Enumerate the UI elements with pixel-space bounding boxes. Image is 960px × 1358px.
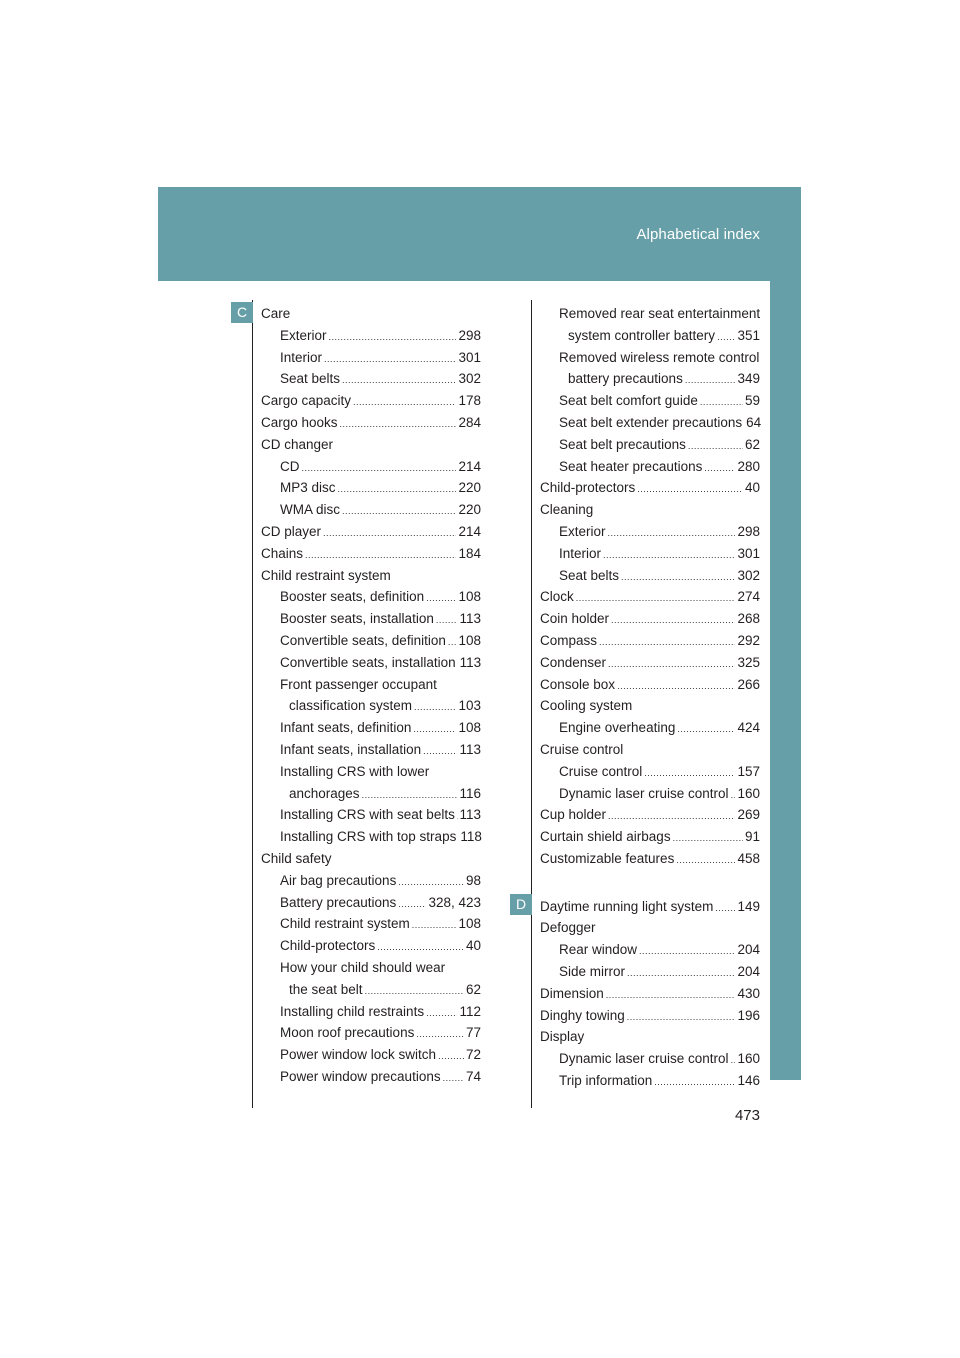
index-entry — [540, 630, 760, 653]
dot-leader — [398, 893, 426, 915]
index-entry-text: Infant seats, installation — [280, 742, 422, 757]
index-entry-page: 214 — [458, 524, 481, 539]
dot-leader — [673, 827, 743, 849]
index-entry — [559, 412, 760, 435]
index-entry — [559, 1048, 760, 1071]
index-entry — [289, 783, 481, 806]
index-entry-text: Rear window — [559, 942, 638, 958]
index-entry-page: 274 — [737, 589, 760, 605]
index-entry-page: 204 — [737, 964, 760, 979]
index-entry-page: 108 — [458, 916, 481, 932]
index-entry-text: Cargo capacity — [261, 393, 352, 409]
section-letter-d: D — [510, 894, 532, 915]
index-entry-page: 458 — [737, 851, 760, 866]
index-entry-page: 91 — [744, 829, 760, 845]
index-entry-page: 351 — [737, 327, 760, 343]
index-entry-page: 113 — [459, 654, 482, 670]
index-entry — [289, 695, 481, 718]
index-entry — [280, 608, 481, 631]
index-entry — [568, 325, 760, 348]
index-entry-page: 196 — [737, 1007, 760, 1023]
index-entry-page: 74 — [465, 1069, 481, 1084]
index-entry-page: 149 — [737, 898, 760, 914]
index-entry — [559, 390, 760, 413]
index-entry-text: Power window precautions — [280, 1069, 441, 1084]
index-entry-page: 301 — [737, 545, 760, 561]
index-entry-page: 328, 423 — [428, 894, 481, 910]
index-entry-text: Convertible seats, installation — [280, 654, 456, 670]
index-entry — [280, 1044, 481, 1067]
index-entry-page: 292 — [737, 633, 760, 648]
dot-leader — [685, 369, 736, 391]
index-entry-text: CD player — [261, 524, 322, 539]
index-entry — [540, 1005, 760, 1028]
index-entry-page: 284 — [458, 415, 481, 430]
index-entry-text: Coin holder — [540, 611, 610, 627]
index-entry-text: Exterior — [559, 524, 606, 539]
index-entry-page: 62 — [744, 436, 760, 452]
index-entry — [280, 1001, 481, 1024]
index-entry-page: 214 — [458, 458, 481, 474]
index-entry — [280, 630, 481, 653]
index-entry-text: Booster seats, definition — [280, 589, 425, 605]
dot-leader — [342, 500, 456, 522]
index-entry-text: Exterior — [280, 327, 327, 343]
index-entry — [540, 848, 760, 871]
dot-leader — [608, 522, 736, 544]
index-entry — [559, 456, 760, 479]
index-entry — [540, 983, 760, 1006]
index-entry-text: Side mirror — [559, 964, 626, 979]
index-entry-text: Dynamic laser cruise control — [559, 1051, 729, 1067]
dot-leader — [688, 435, 743, 457]
index-entry-page: 349 — [737, 371, 760, 387]
index-entry-text: Air bag precautions — [280, 872, 397, 888]
index-label: Child safety — [261, 851, 332, 866]
index-label: Care — [261, 306, 291, 321]
index-entry-page: 64 — [746, 415, 762, 430]
index-entry — [280, 804, 481, 827]
index-entry-text: battery precautions — [568, 371, 683, 387]
index-label: Cleaning — [540, 502, 594, 518]
index-entry-page: 204 — [737, 942, 760, 958]
dot-leader — [414, 696, 456, 718]
dot-leader — [676, 849, 735, 871]
page-header-title: Alphabetical index — [636, 226, 760, 243]
index-entry-text: Engine overheating — [559, 720, 676, 736]
dot-leader — [413, 718, 456, 740]
index-label: Removed rear seat entertainment — [559, 306, 761, 321]
dot-leader — [608, 805, 735, 827]
dot-leader — [700, 391, 743, 413]
right-column-rule — [531, 300, 532, 1108]
dot-leader — [353, 391, 456, 413]
index-entry-page: 62 — [465, 981, 481, 997]
index-entry-text: MP3 disc — [280, 480, 336, 496]
dot-leader — [457, 805, 458, 827]
index-entry-page: 98 — [465, 872, 481, 888]
index-label: Child restraint system — [261, 567, 391, 583]
index-entry-text: Curtain shield airbags — [540, 829, 671, 845]
index-entry-page: 103 — [458, 698, 481, 714]
index-entry-text: Child-protectors — [540, 480, 636, 496]
index-label: Display — [540, 1029, 585, 1045]
section-tab-marker — [770, 281, 801, 1080]
index-entry-text: Battery precautions — [280, 894, 397, 910]
index-entry — [280, 1066, 481, 1089]
index-entry — [280, 892, 481, 915]
index-entry-text: Moon roof precautions — [280, 1025, 415, 1041]
index-entry — [261, 543, 481, 566]
dot-leader — [611, 609, 735, 631]
index-entry-page: 178 — [458, 393, 481, 409]
index-entry — [280, 586, 481, 609]
dot-leader — [606, 984, 736, 1006]
index-entry-text: Dynamic laser cruise control — [559, 785, 729, 801]
dot-leader — [426, 587, 456, 609]
index-entry — [559, 521, 760, 544]
dot-leader — [715, 897, 735, 919]
index-entry-text: Installing CRS with seat belts — [280, 807, 455, 823]
index-entry — [280, 935, 481, 958]
index-entry-text: Cruise control — [559, 763, 643, 779]
index-entry — [280, 456, 481, 479]
index-entry — [559, 961, 760, 984]
index-entry — [280, 870, 481, 893]
index-entry — [559, 717, 760, 740]
index-label: Removed wireless remote control — [559, 349, 760, 365]
index-entry-page: 269 — [737, 807, 760, 823]
index-entry-page: 301 — [458, 349, 481, 365]
index-entry-page: 280 — [737, 458, 760, 474]
dot-leader — [423, 740, 457, 762]
index-entry-text: system controller battery — [568, 327, 716, 343]
index-entry-page: 113 — [459, 742, 481, 757]
dot-leader — [603, 544, 735, 566]
dot-leader — [644, 762, 735, 784]
dot-leader — [365, 980, 464, 1002]
dot-leader — [338, 478, 457, 500]
dot-leader — [627, 1006, 736, 1028]
index-label: Cooling system — [540, 698, 633, 714]
index-entry-text: Seat heater precautions — [559, 458, 703, 474]
index-entry — [261, 412, 481, 435]
index-entry — [280, 1022, 481, 1045]
dot-leader — [302, 457, 457, 479]
index-label: Defogger — [540, 920, 596, 936]
index-entry — [540, 586, 760, 609]
index-entry — [568, 368, 760, 391]
dot-leader — [448, 631, 457, 653]
dot-leader — [704, 457, 735, 479]
index-entry-text: Trip information — [559, 1073, 653, 1088]
dot-leader — [436, 609, 458, 631]
index-entry — [280, 717, 481, 740]
index-entry-text: Seat belt precautions — [559, 436, 686, 452]
index-entry-page: 430 — [737, 985, 760, 1001]
index-entry-text: Condenser — [540, 654, 607, 670]
index-entry — [540, 652, 760, 675]
dot-leader — [340, 413, 457, 435]
index-entry-text: Console box — [540, 676, 616, 692]
header-band — [158, 187, 801, 281]
index-entry-page: 72 — [465, 1047, 481, 1063]
page-number: 473 — [734, 1107, 760, 1124]
index-entry — [280, 499, 481, 522]
index-entry-text: Compass — [540, 633, 598, 648]
dot-leader — [443, 1067, 464, 1089]
index-entry-page: 113 — [459, 807, 481, 823]
dot-leader — [637, 478, 743, 500]
index-entry-page: 59 — [744, 393, 760, 409]
index-entry-text: Interior — [280, 349, 323, 365]
index-entry-page: 108 — [458, 589, 481, 605]
dot-leader — [627, 962, 735, 984]
index-entry-page: 77 — [465, 1025, 481, 1041]
dot-leader — [621, 566, 735, 588]
dot-leader — [576, 587, 736, 609]
index-entry-page: 325 — [737, 654, 760, 670]
index-entry — [280, 652, 481, 675]
index-entry — [280, 739, 481, 762]
index-entry-text: Cup holder — [540, 807, 607, 823]
index-label: Cruise control — [540, 742, 624, 757]
index-entry-page: 108 — [458, 633, 481, 648]
index-entry-page: 424 — [737, 720, 760, 736]
dot-leader — [731, 784, 736, 806]
dot-leader — [617, 675, 735, 697]
index-entry-text: Seat belts — [559, 567, 620, 583]
index-entry-text: Child restraint system — [280, 916, 410, 932]
index-entry-text: Cargo hooks — [261, 415, 338, 430]
dot-leader — [426, 1002, 457, 1024]
index-entry-text: Chains — [261, 545, 304, 561]
index-entry — [540, 826, 760, 849]
dot-leader — [731, 1049, 736, 1071]
index-label: Installing CRS with lower — [280, 763, 430, 779]
index-entry-text: Booster seats, installation — [280, 611, 434, 627]
index-entry — [559, 543, 760, 566]
index-entry-text: Child-protectors — [280, 938, 376, 954]
index-label: Front passenger occupant — [280, 676, 437, 692]
index-entry-text: Clock — [540, 589, 574, 605]
dot-leader — [377, 936, 464, 958]
index-entry — [280, 826, 481, 849]
section-letter-c: C — [231, 302, 253, 323]
index-entry-text: Dinghy towing — [540, 1007, 625, 1023]
index-entry-page: 302 — [458, 371, 481, 387]
index-entry — [559, 761, 760, 784]
dot-leader — [416, 1023, 464, 1045]
index-entry-page: 220 — [458, 480, 481, 496]
index-entry-text: Installing child restraints — [280, 1003, 425, 1019]
index-entry-text: Infant seats, definition — [280, 720, 412, 736]
index-entry-page: 302 — [737, 567, 760, 583]
index-entry-page: 298 — [737, 524, 760, 539]
index-entry-page: 113 — [459, 611, 481, 627]
index-entry — [559, 1070, 760, 1093]
dot-leader — [398, 871, 464, 893]
index-entry-page: 184 — [458, 545, 481, 561]
index-entry — [261, 390, 481, 413]
index-entry-page: 298 — [458, 327, 481, 343]
index-entry — [289, 979, 481, 1002]
index-entry-text: Convertible seats, definition — [280, 633, 446, 648]
left-column-rule — [252, 300, 253, 1108]
index-entry-page: 220 — [458, 502, 481, 518]
index-entry-page: 116 — [459, 785, 481, 801]
index-entry-text: Seat belt extender precautions — [559, 415, 743, 430]
index-entry — [261, 521, 481, 544]
index-entry-text: anchorages — [289, 785, 360, 801]
dot-leader — [324, 348, 456, 370]
index-entry-text: Dimension — [540, 985, 604, 1001]
index-entry-page: 40 — [465, 938, 481, 954]
index-entry-page: 146 — [737, 1073, 760, 1088]
dot-leader — [639, 940, 735, 962]
index-entry-text: Seat belts — [280, 371, 341, 387]
dot-leader — [717, 326, 735, 348]
index-entry — [540, 674, 760, 697]
dot-leader — [677, 718, 735, 740]
dot-leader — [323, 522, 456, 544]
index-entry-page: 112 — [459, 1003, 481, 1019]
index-entry — [280, 477, 481, 500]
index-entry — [559, 434, 760, 457]
index-entry-text: classification system — [289, 698, 413, 714]
index-entry-page: 40 — [744, 480, 760, 496]
index-entry — [559, 783, 760, 806]
dot-leader — [342, 369, 456, 391]
index-entry-page: 160 — [737, 785, 760, 801]
dot-leader — [329, 326, 457, 348]
index-entry-page: 160 — [737, 1051, 760, 1067]
index-entry-page: 157 — [737, 763, 760, 779]
index-entry — [559, 565, 760, 588]
index-entry-page: 108 — [458, 720, 481, 736]
index-entry-text: Seat belt comfort guide — [559, 393, 698, 409]
index-entry-page: 266 — [737, 676, 760, 692]
dot-leader — [608, 653, 735, 675]
index-entry-page: 118 — [460, 829, 482, 845]
index-entry-text: Power window lock switch — [280, 1047, 437, 1063]
index-entry — [559, 939, 760, 962]
dot-leader — [412, 914, 457, 936]
index-entry-text: Customizable features — [540, 851, 675, 866]
index-entry — [280, 368, 481, 391]
index-label: How your child should wear — [280, 960, 446, 975]
index-entry-text: Daytime running light system — [540, 898, 714, 914]
index-entry — [540, 477, 760, 500]
dot-leader — [438, 1045, 464, 1067]
index-entry-text: Interior — [559, 545, 602, 561]
index-entry-text: CD — [280, 458, 300, 474]
index-entry — [540, 804, 760, 827]
index-label: CD changer — [261, 436, 334, 452]
dot-leader — [654, 1071, 735, 1093]
index-entry-text: the seat belt — [289, 981, 363, 997]
dot-leader — [599, 631, 735, 653]
index-entry — [540, 608, 760, 631]
index-entry — [540, 896, 760, 919]
index-entry-text: WMA disc — [280, 502, 341, 518]
dot-leader — [305, 544, 456, 566]
index-entry-page: 268 — [737, 611, 760, 627]
index-entry — [280, 347, 481, 370]
index-entry — [280, 325, 481, 348]
dot-leader — [362, 784, 458, 806]
index-entry — [280, 913, 481, 936]
index-entry-text: Installing CRS with top straps — [280, 829, 457, 845]
